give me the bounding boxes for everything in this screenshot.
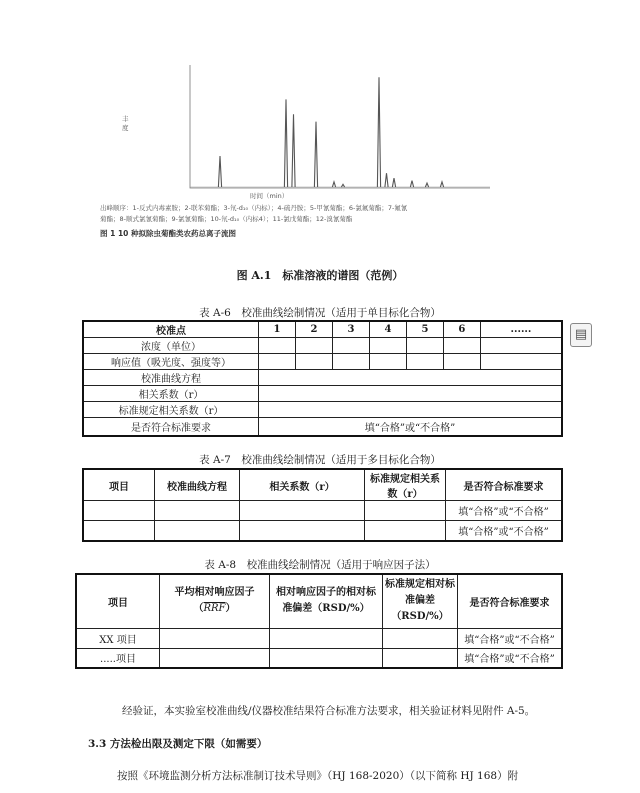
table-row (76, 648, 562, 668)
header-cell: 是否符合标准要求 (458, 574, 563, 628)
header-cell: 相对响应因子的相对标准偏差（RSD/%） (270, 574, 383, 628)
table-a6-title: 表 A-6 校准曲线绘制情况（适用于单目标化合物） (199, 307, 441, 319)
figure-caption: 图 A.1 标准溶液的谱图（范例） (236, 269, 404, 282)
row-label: XX 项目 (76, 628, 160, 648)
table-row (83, 386, 562, 402)
table-a7-title: 表 A-7 校准曲线绘制情况（适用于多目标化合物） (199, 454, 441, 466)
header-cell: 2 (295, 321, 332, 338)
header-cell: ...... (480, 321, 562, 338)
fill-note: 填“合格”或“不合格” (446, 521, 563, 541)
header-cell: 标准规定相对标准偏差（RSD/%） (383, 574, 458, 628)
chart-caption: 图 1 10 种拟除虫菊酯类农药总离子流图 (100, 229, 236, 238)
header-cell: 5 (406, 321, 443, 338)
table-row (76, 628, 562, 648)
row-label: 响应值（吸光度、强度等） (83, 354, 259, 370)
header-cell-rrf: 平均相对响应因子 $(\overline{RRF})$ (160, 574, 270, 628)
header-cell: 是否符合标准要求 (446, 469, 563, 501)
header-cell: 标准规定相关系数（r） (365, 469, 446, 501)
chromatogram-plot (130, 60, 500, 205)
section-heading: 3.3 方法检出限及测定下限（如需要） (88, 738, 268, 750)
row-label: .....项目 (76, 648, 160, 668)
table-row (83, 370, 562, 386)
row-label: 相关系数（r） (83, 386, 259, 402)
header-cell: 相关系数（r） (240, 469, 365, 501)
chart-legend-line2: 菊酯；8-顺式氯氰菊酯；9-氯氰菊酯；10-氘-d₁₀（内标4）；11-氯戊菊酯；12-溴氰菊酯 (100, 215, 353, 223)
chromatogram-peak-7 (377, 77, 380, 187)
header-cell: 平均相对响应因子 (174, 587, 255, 599)
table-a7 (82, 468, 563, 542)
bookmark-icon[interactable]: ▤ (570, 323, 592, 347)
chromatogram-peak-4 (314, 122, 317, 187)
table-header-row (83, 321, 562, 338)
table-a6 (82, 320, 563, 437)
header-cell: 1 (259, 321, 296, 338)
table-row (83, 402, 562, 418)
chromatogram-peak-12 (440, 182, 443, 187)
table-row (83, 338, 562, 354)
row-label: 标准规定相关系数（r） (83, 402, 259, 418)
chromatogram-peak-8 (385, 173, 388, 187)
header-cell: 4 (369, 321, 406, 338)
fill-note: 填“合格”或“不合格” (458, 628, 563, 648)
header-cell: 项目 (83, 469, 155, 501)
chromatogram-figure (100, 60, 500, 250)
table-row (83, 501, 562, 521)
table-a8-title: 表 A-8 校准曲线绘制情况（适用于响应因子法） (204, 559, 436, 571)
chromatogram-peak-11 (425, 183, 428, 187)
header-cell: 项目 (76, 574, 160, 628)
chromatogram-peak-2 (284, 99, 287, 187)
chart-ylabel: 丰度 (122, 115, 129, 132)
table-header-row (76, 574, 562, 628)
chromatogram-peak-10 (410, 181, 413, 187)
fill-note: 填“合格”或“不合格” (259, 418, 563, 436)
rrf-symbol: $\overline{RRF}$ (203, 603, 226, 615)
chart-axes (190, 65, 490, 188)
chart-legend-line1: 出峰顺序：1-反式内毒素胺；2-联苯菊酯；3-氘-d₁₀（内标）；4-硫丹胺；5-甲氰菊酯；6-氯氟菊酯；7-氟氰 (100, 204, 408, 212)
paragraph-verification: 经验证，本实验室校准曲线/仪器校准结果符合标准方法要求，相关验证材料见附件 A-5。 (122, 705, 536, 717)
chart-xlabel: 时间（min） (250, 192, 289, 200)
table-row (83, 418, 562, 436)
header-cell: 校准曲线方程 (155, 469, 240, 501)
fill-note: 填“合格”或“不合格” (458, 648, 563, 668)
header-cell: 3 (332, 321, 369, 338)
fill-note: 填“合格”或“不合格” (446, 501, 563, 521)
chromatogram-peak-9 (392, 178, 395, 187)
table-a8 (75, 573, 563, 669)
paragraph-method: 按照《环境监测分析方法标准制订技术导则》（HJ 168-2020）（以下简称 HJ 168）附 (117, 770, 519, 782)
header-cell: 6 (443, 321, 480, 338)
chromatogram-peak-5 (332, 182, 335, 187)
chromatogram-peak-6 (341, 184, 344, 187)
table-row (83, 521, 562, 541)
row-label: 是否符合标准要求 (83, 418, 259, 436)
chromatogram-peak-1 (218, 156, 221, 187)
header-cell: 校准点 (83, 321, 259, 338)
chromatogram-peak-3 (292, 114, 295, 187)
table-row (83, 354, 562, 370)
row-label: 校准曲线方程 (83, 370, 259, 386)
table-header-row (83, 469, 562, 501)
row-label: 浓度（单位） (83, 338, 259, 354)
